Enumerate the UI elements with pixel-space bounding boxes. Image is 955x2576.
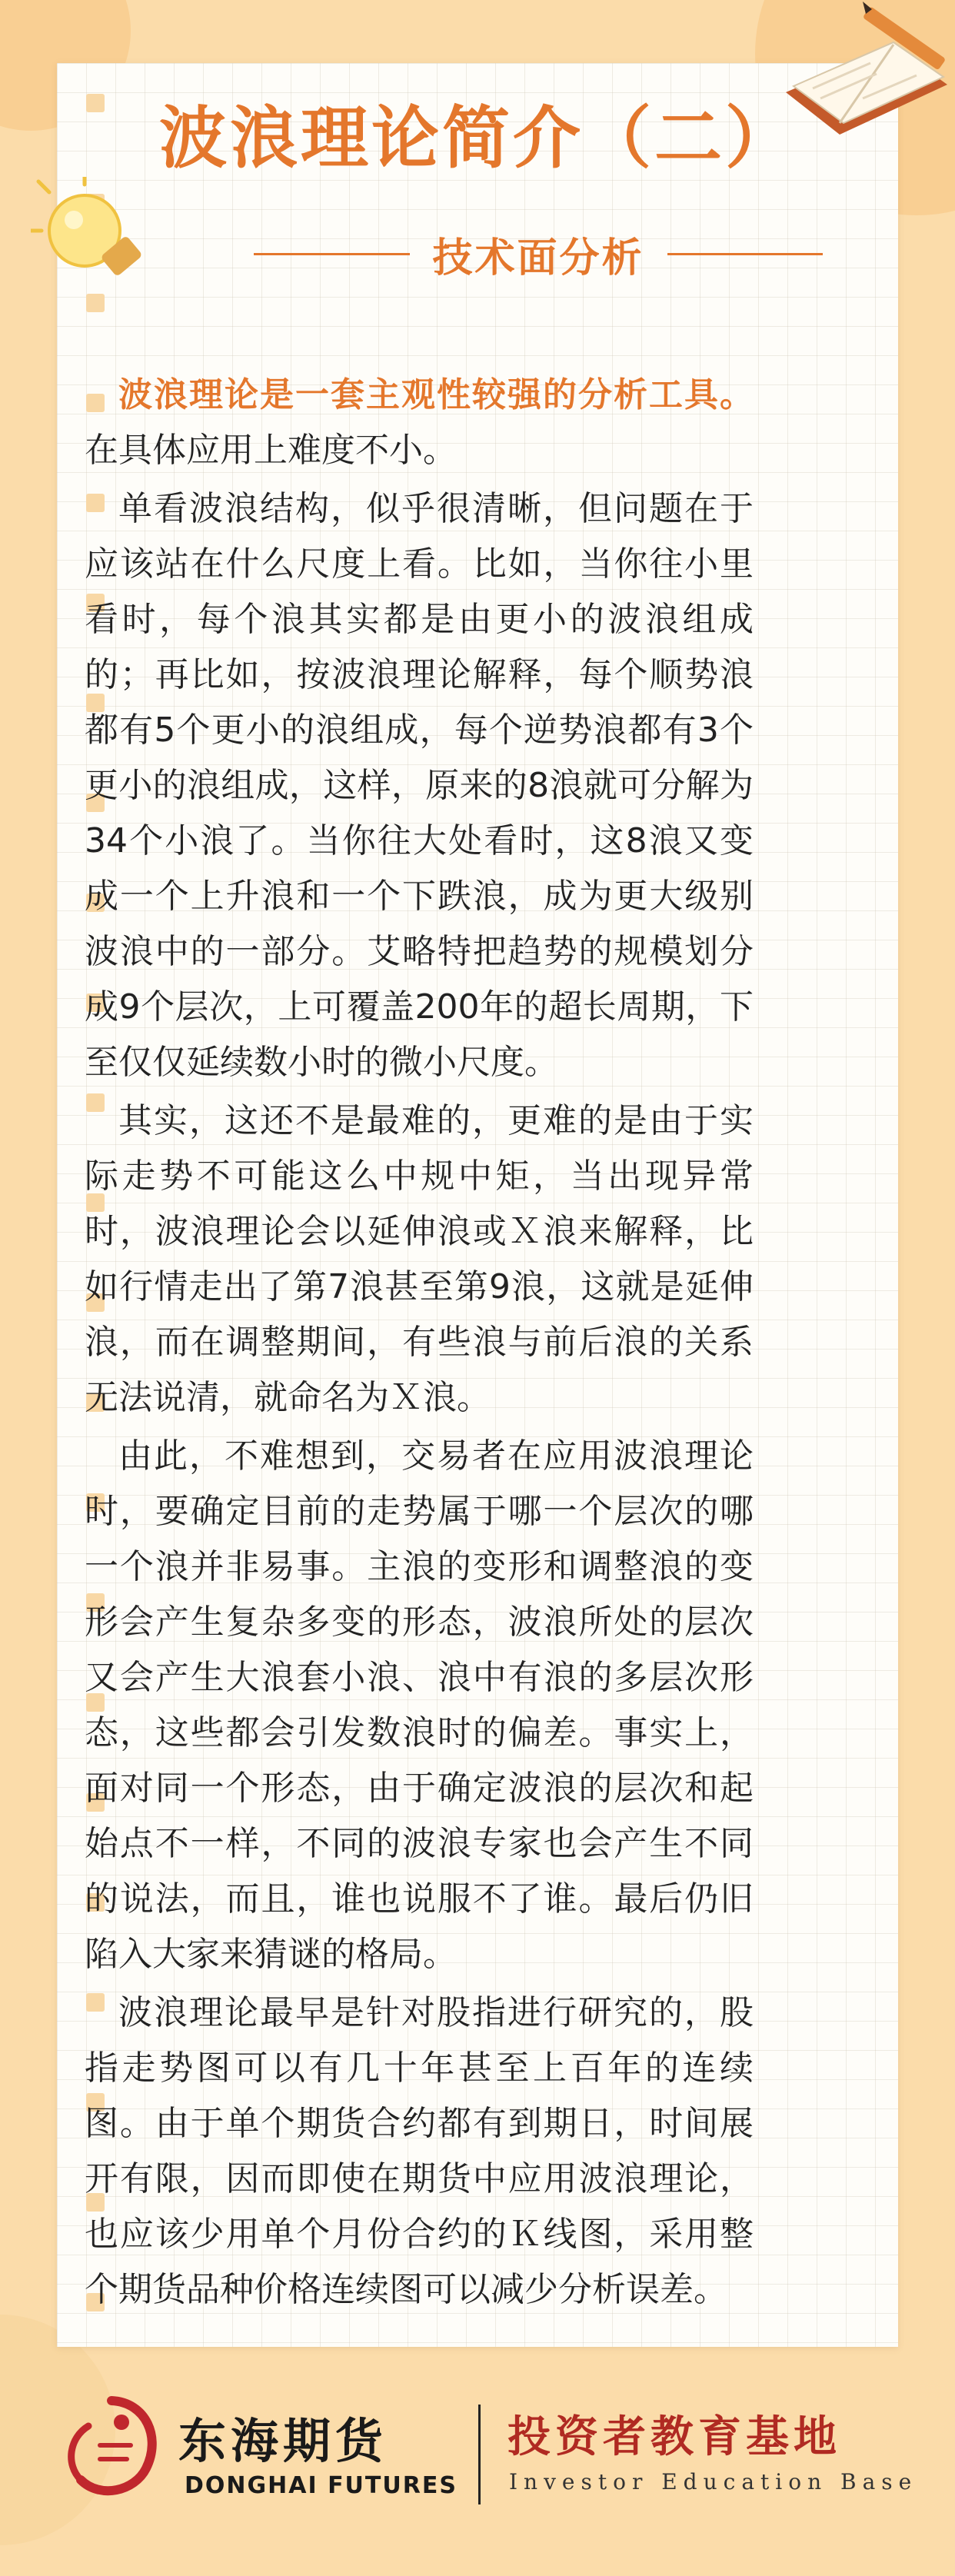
footer	[0, 2372, 955, 2526]
brand-name-en: DONGHAI FUTURES	[185, 2472, 458, 2499]
lightbulb-icon	[31, 177, 185, 315]
article-body	[85, 368, 754, 2321]
heading-rule-left	[254, 253, 410, 255]
footer-divider	[478, 2405, 481, 2504]
article-paragraph: 由此，不难想到，交易者在应用波浪理论时，要确定目前的走势属于哪一个层次的哪一个浪并非易事。主浪的变形和调整浪的变形会产生复杂多变的形态，波浪所处的层次又会产生大浪套小浪、浪中有浪的多层次形态，这些都会引发数浪时的偏差。事实上，面对同一个形态，由于确定波浪的层次和起始点不一样，不同的波浪专家也会产生不同的说法，而且，谁也说服不了谁。最后仍旧陷入大家来猜谜的格局。	[85, 1436, 754, 1974]
brand-name-cn: 东海期货	[178, 2413, 388, 2469]
article-paragraph: 单看波浪结构，似乎很清晰，但问题在于应该站在什么尺度上看。比如，当你往小里看时，每个浪其实都是由更小的波浪组成的；再比如，按波浪理论解释，每个顺势浪都有5个更小的浪组成，每个逆势浪都有3个更小的浪组成，这样，原来的8浪就可分解为34个小浪了。当你往大处看时，这8浪又变成一个上升浪和一个下跌浪，成为更大级别波浪中的一部分。艾略特把趋势的规模划分成9个层次，上可覆盖200年的超长周期，下至仅仅延续数小时的微小尺度。	[85, 489, 754, 1082]
page-title: 波浪理论简介（二）	[158, 98, 796, 178]
education-base-en: Investor Education Base	[509, 2469, 918, 2494]
article-paragraph: 其实，这还不是最难的，更难的是由于实际走势不可能这么中规中矩，当出现异常时，波浪理论会以延伸浪或Ｘ浪来解释，比如行情走出了第7浪甚至第9浪，这就是延伸浪，而在调整期间，有些浪与前后浪的关系无法说清，就命名为Ｘ浪。	[85, 1101, 754, 1417]
intro-highlight: 波浪理论是一套主观性较强的分析工具。	[118, 375, 754, 414]
article-paragraph: 波浪理论最早是针对股指进行研究的，股指走势图可以有几十年甚至上百年的连续图。由于单个期货合约都有到期日，时间展开有限，因而即使在期货中应用波浪理论，也应该少用单个月份合约的Ｋ线图，采用整个期货品种价格连续图可以减少分析误差。	[85, 1993, 754, 2309]
intro-paragraph	[85, 368, 754, 478]
intro-rest: 在具体应用上难度不小。	[85, 431, 457, 470]
section-subtitle: 技术面分析	[432, 235, 644, 281]
dragon-logo-icon	[54, 2391, 169, 2507]
education-base-cn: 投资者教育基地	[507, 2411, 841, 2462]
heading-rule-right	[667, 253, 824, 255]
section-heading	[254, 223, 823, 285]
